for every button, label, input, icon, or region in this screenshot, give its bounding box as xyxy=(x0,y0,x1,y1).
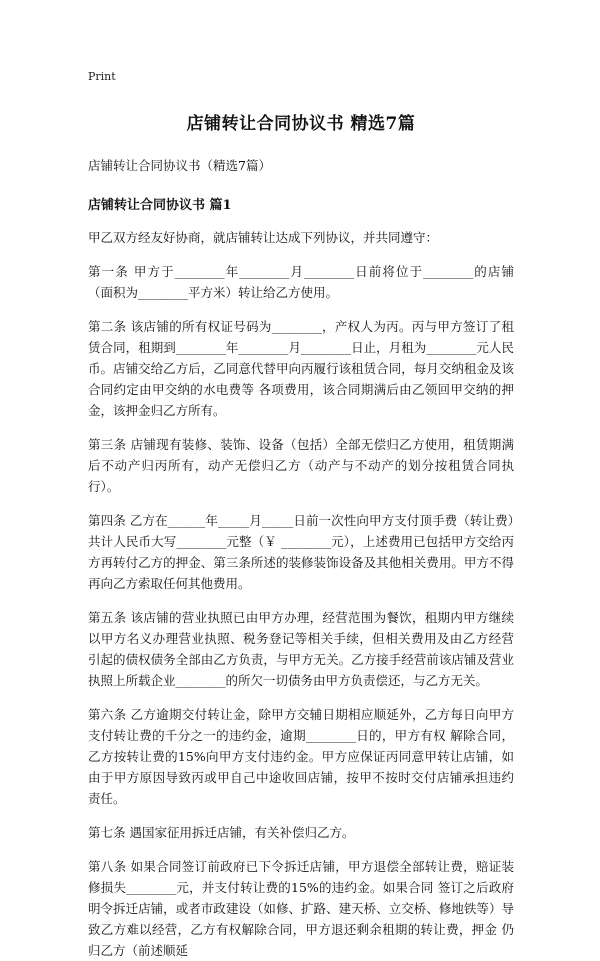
paragraph-article-5: 第五条 该店铺的营业执照已由甲方办理，经营范围为餐饮，租期内甲方继续以甲方名义办理营业执照、税务登记等相关手续，但相关费用及由乙方经营 引起的债权债务全部由乙方负责，与甲方无关。乙方接手经营前该店铺及营业执照上所载企业________的所欠一切债务由甲方负责偿还，与乙方无关。 xyxy=(88,610,514,688)
paragraph-article-2: 第二条 该店铺的所有权证号码为________，产权人为丙。丙与甲方签订了租赁合同，租期到________年________月________日止，月租为________元人民币。店铺交给乙方后，乙同意代替甲向丙履行该租赁合同，每月交纳租金及该合同约定由甲交纳的水电费等 各项费用，该合同期满后由乙领回甲交纳的押金，该押金归乙方所有。 xyxy=(88,319,514,418)
print-label: Print xyxy=(88,70,116,83)
paragraph-article-8: 第八条 如果合同签订前政府已下令拆迁店铺，甲方退偿全部转让费，赔证装修损失________元，并支付转让费的15%的违约金。如果合同 签订之后政府明令拆迁店铺，或者市政建设（如修、扩路、建天桥、立交桥、修地铁等）导致乙方难以经营，乙方有权解除合同，甲方退还剩余租期的转让费，押金 仍归乙方（前述顺延 xyxy=(88,859,514,958)
paragraph-article-7: 第七条 遇国家征用拆迁店铺，有关补偿归乙方。 xyxy=(88,825,355,840)
paragraph-article-1: 第一条 甲方于________年________月________日前将位于________的店铺（面积为________平方米）转让给乙方使用。 xyxy=(88,264,514,300)
document-subtitle: 店铺转让合同协议书（精选7篇） xyxy=(88,158,271,173)
paragraph-article-4: 第四条 乙方在______年_____月_____日前一次性向甲方支付顶手费（转让费）共计人民币大写________元整（￥ ________元），上述费用已包括甲方交给丙方再转付乙方的押金、第三条所述的装修装饰设备及其他相关费用。甲方不得再向乙方索取任何其他费用。 xyxy=(88,513,514,591)
section-heading: 店铺转让合同协议书 篇1 xyxy=(88,198,232,213)
document-title: 店铺转让合同协议书 精选7篇 xyxy=(186,114,416,134)
paragraph-intro: 甲乙双方经友好协商，就店铺转让达成下列协议，并共同遵守： xyxy=(88,230,439,245)
paragraph-article-6: 第六条 乙方逾期交付转让金，除甲方交辅日期相应顺延外，乙方每日向甲方支付转让费的千分之一的违约金，逾期________日的，甲方有权 解除合同，乙方按转让费的15%向甲方支付违约金。甲方应保证丙同意甲转让店铺，如由于甲方原因导致丙或甲自己中途收回店铺，按甲不按时交付店铺承担违约 责任。 xyxy=(88,707,514,806)
paragraph-article-3: 第三条 店铺现有装修、装饰、设备（包括）全部无偿归乙方使用，租赁期满后不动产归丙所有，动产无偿归乙方（动产与不动产的划分按租赁合同执行）。 xyxy=(88,437,514,494)
